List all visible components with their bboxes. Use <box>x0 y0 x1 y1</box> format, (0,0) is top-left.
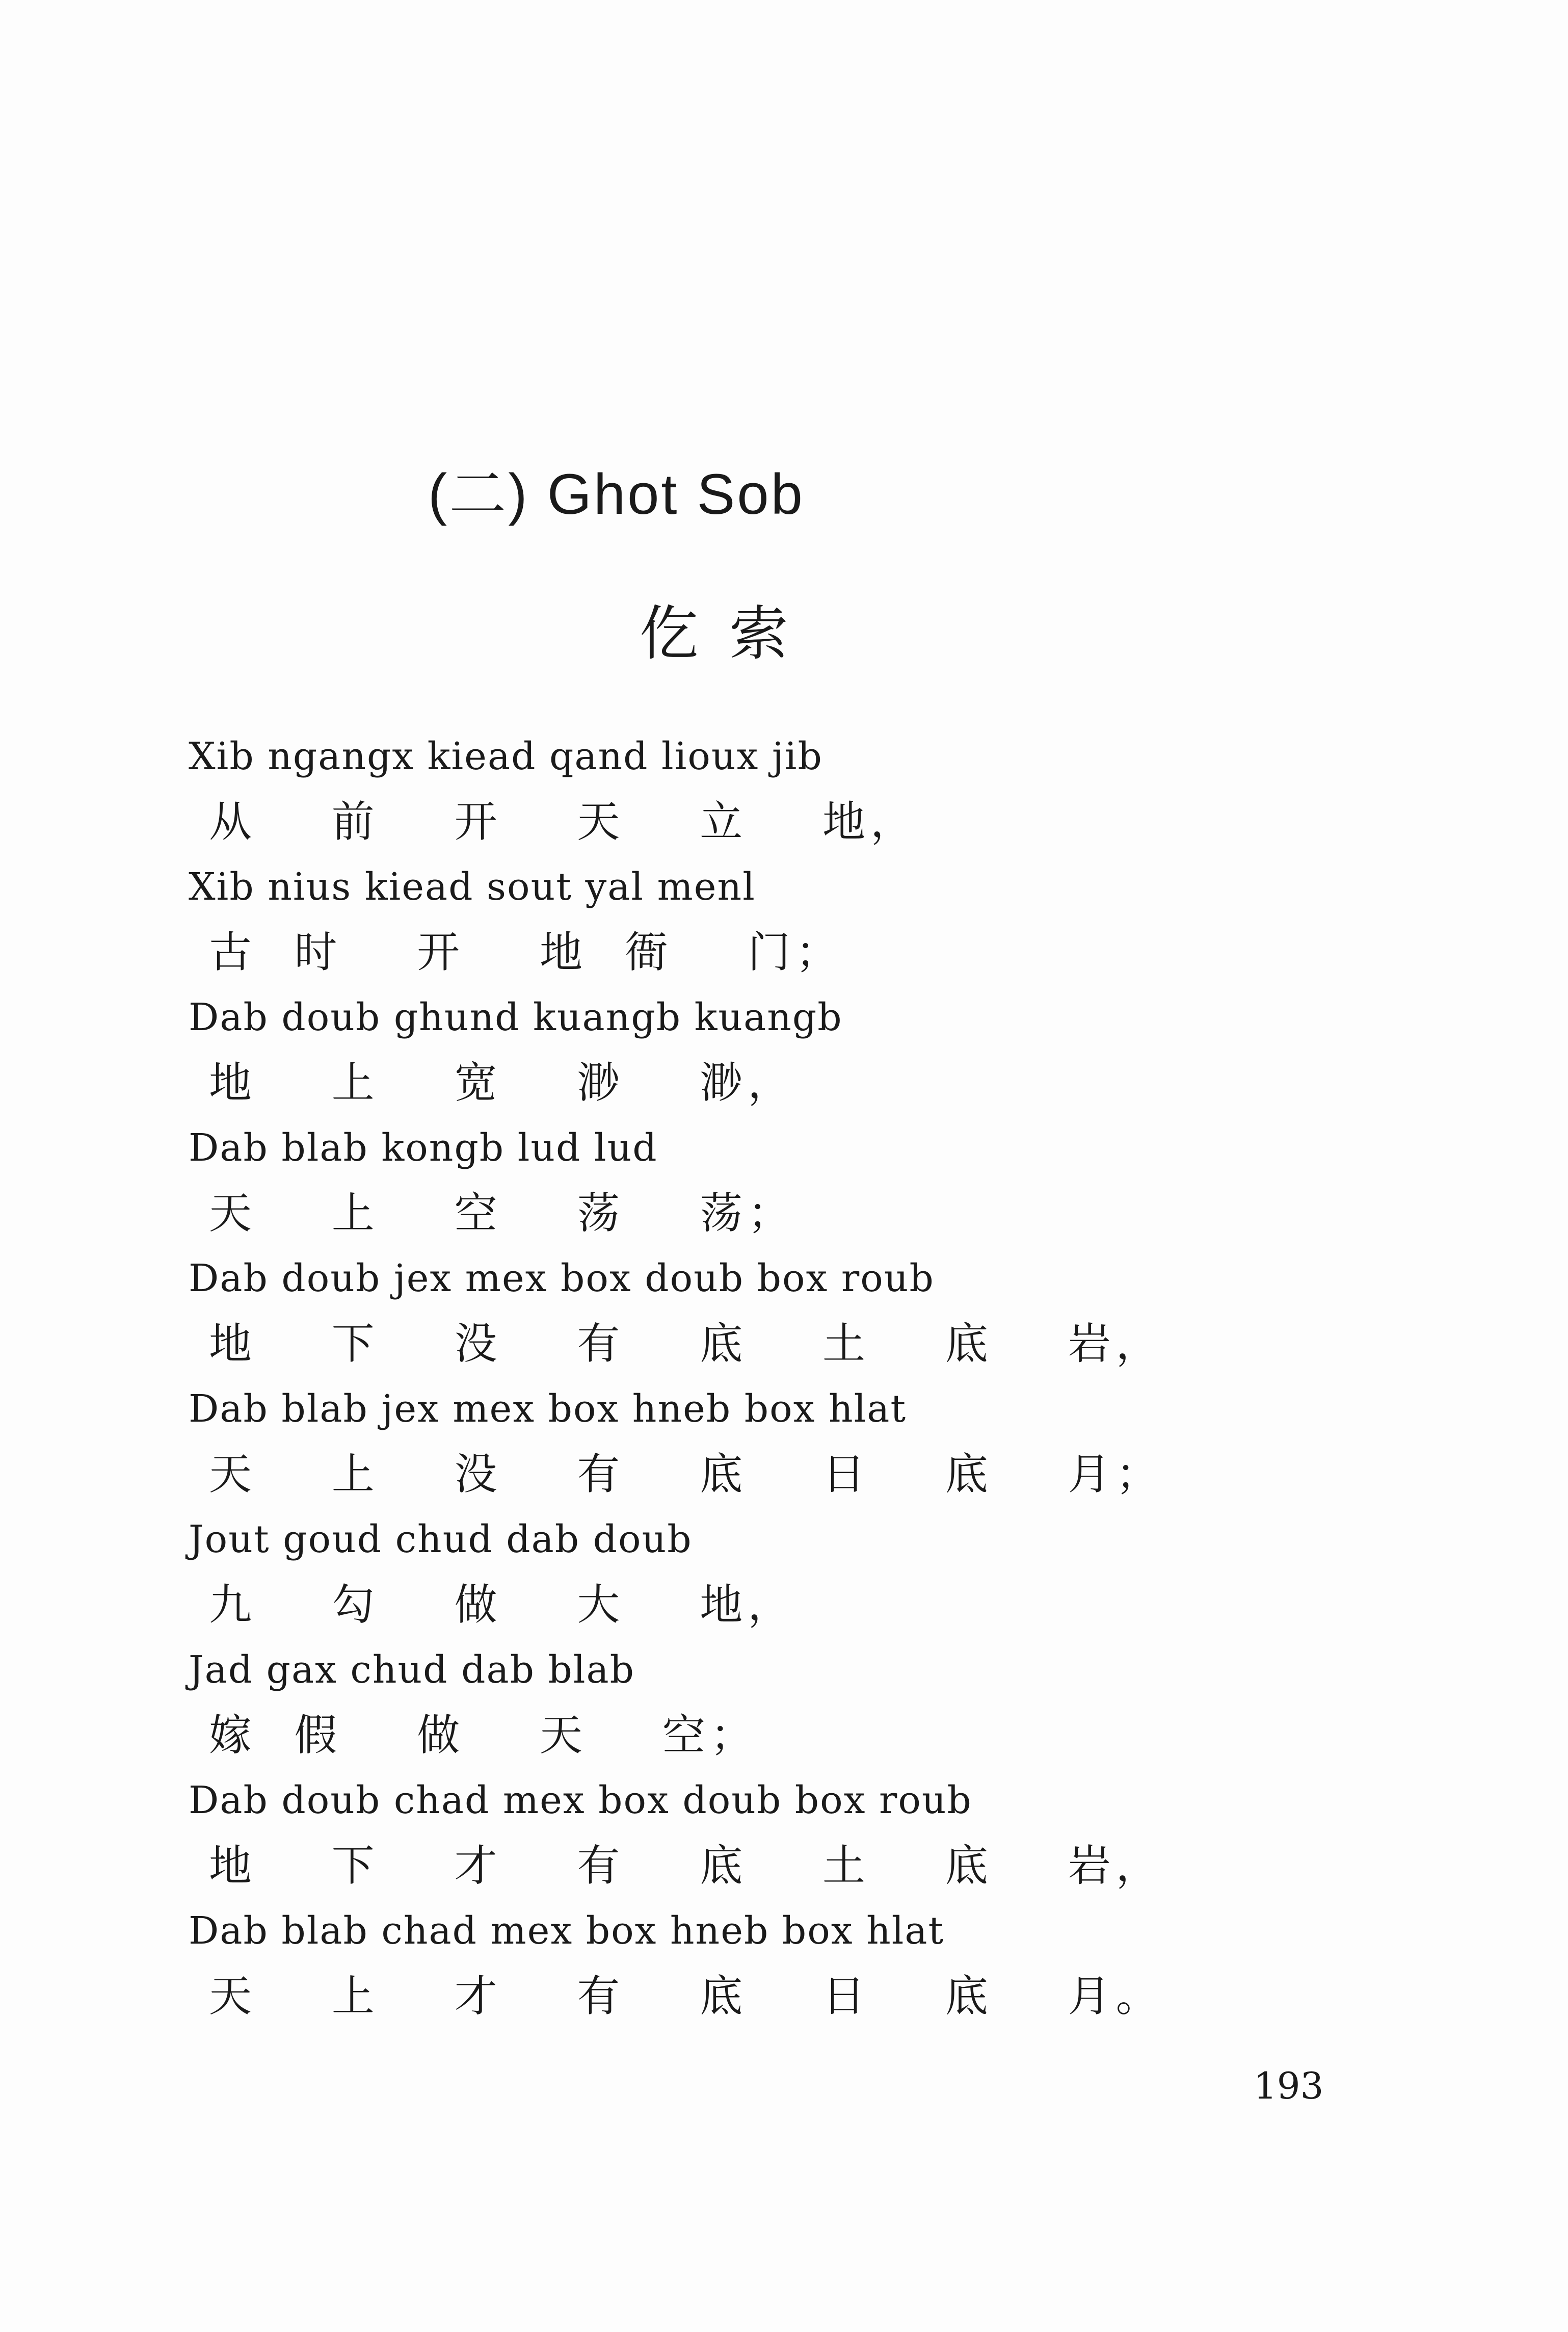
romanized-line: Xib ngangx kiead qand lioux jib <box>189 735 823 778</box>
verse-couplet <box>189 724 1412 854</box>
romanized-line: Xib nius kiead sout yal menl <box>189 865 756 909</box>
verse-couplet <box>189 1507 1412 1637</box>
romanized-line: Jad gax chud dab blab <box>189 1648 635 1692</box>
page-number: 193 <box>1254 2064 1324 2107</box>
chinese-line: 天 上 没 有 底 日 底 月； <box>209 1449 1164 1499</box>
chinese-line: 从 前 开 天 立 地， <box>209 797 919 847</box>
chinese-line: 九 勾 做 大 地， <box>209 1580 796 1630</box>
verse-couplet <box>189 854 1412 985</box>
chinese-line: 古 时 开 地 衙 门； <box>209 927 844 977</box>
chinese-line: 天 上 空 荡 荡； <box>209 1188 796 1238</box>
chinese-line: 地 下 没 有 底 土 底 岩， <box>209 1319 1164 1369</box>
romanized-line: Dab blab chad mex box hneb box hlat <box>189 1909 945 1953</box>
romanized-line: Dab blab kongb lud lud <box>189 1126 658 1170</box>
romanized-line: Dab doub jex mex box doub box roub <box>189 1256 935 1300</box>
verse-couplet <box>189 1376 1412 1507</box>
section-title: (二) Ghot Sob <box>428 462 805 526</box>
romanized-line: Dab doub chad mex box doub box roub <box>189 1778 972 1822</box>
verse-couplet <box>189 985 1412 1115</box>
chinese-line: 地 下 才 有 底 土 底 岩， <box>209 1841 1164 1891</box>
romanized-line: Dab doub ghund kuangb kuangb <box>189 995 843 1039</box>
chinese-line: 嫁 假 做 天 空； <box>209 1710 758 1760</box>
chinese-line: 天 上 才 有 底 日 底 月。 <box>209 1971 1164 2021</box>
verse-couplet <box>189 1898 1412 2029</box>
romanized-line: Jout goud chud dab doub <box>189 1517 693 1561</box>
verse-couplet <box>189 1637 1412 1768</box>
verse-couplet <box>189 1115 1412 1246</box>
romanized-line: Dab blab jex mex box hneb box hlat <box>189 1387 907 1431</box>
verse-couplet <box>189 1768 1412 1898</box>
verse-body <box>189 724 1412 2029</box>
section-subtitle: 仡索 <box>640 599 819 668</box>
chinese-line: 地 上 宽 渺 渺， <box>209 1058 796 1108</box>
verse-couplet <box>189 1246 1412 1376</box>
